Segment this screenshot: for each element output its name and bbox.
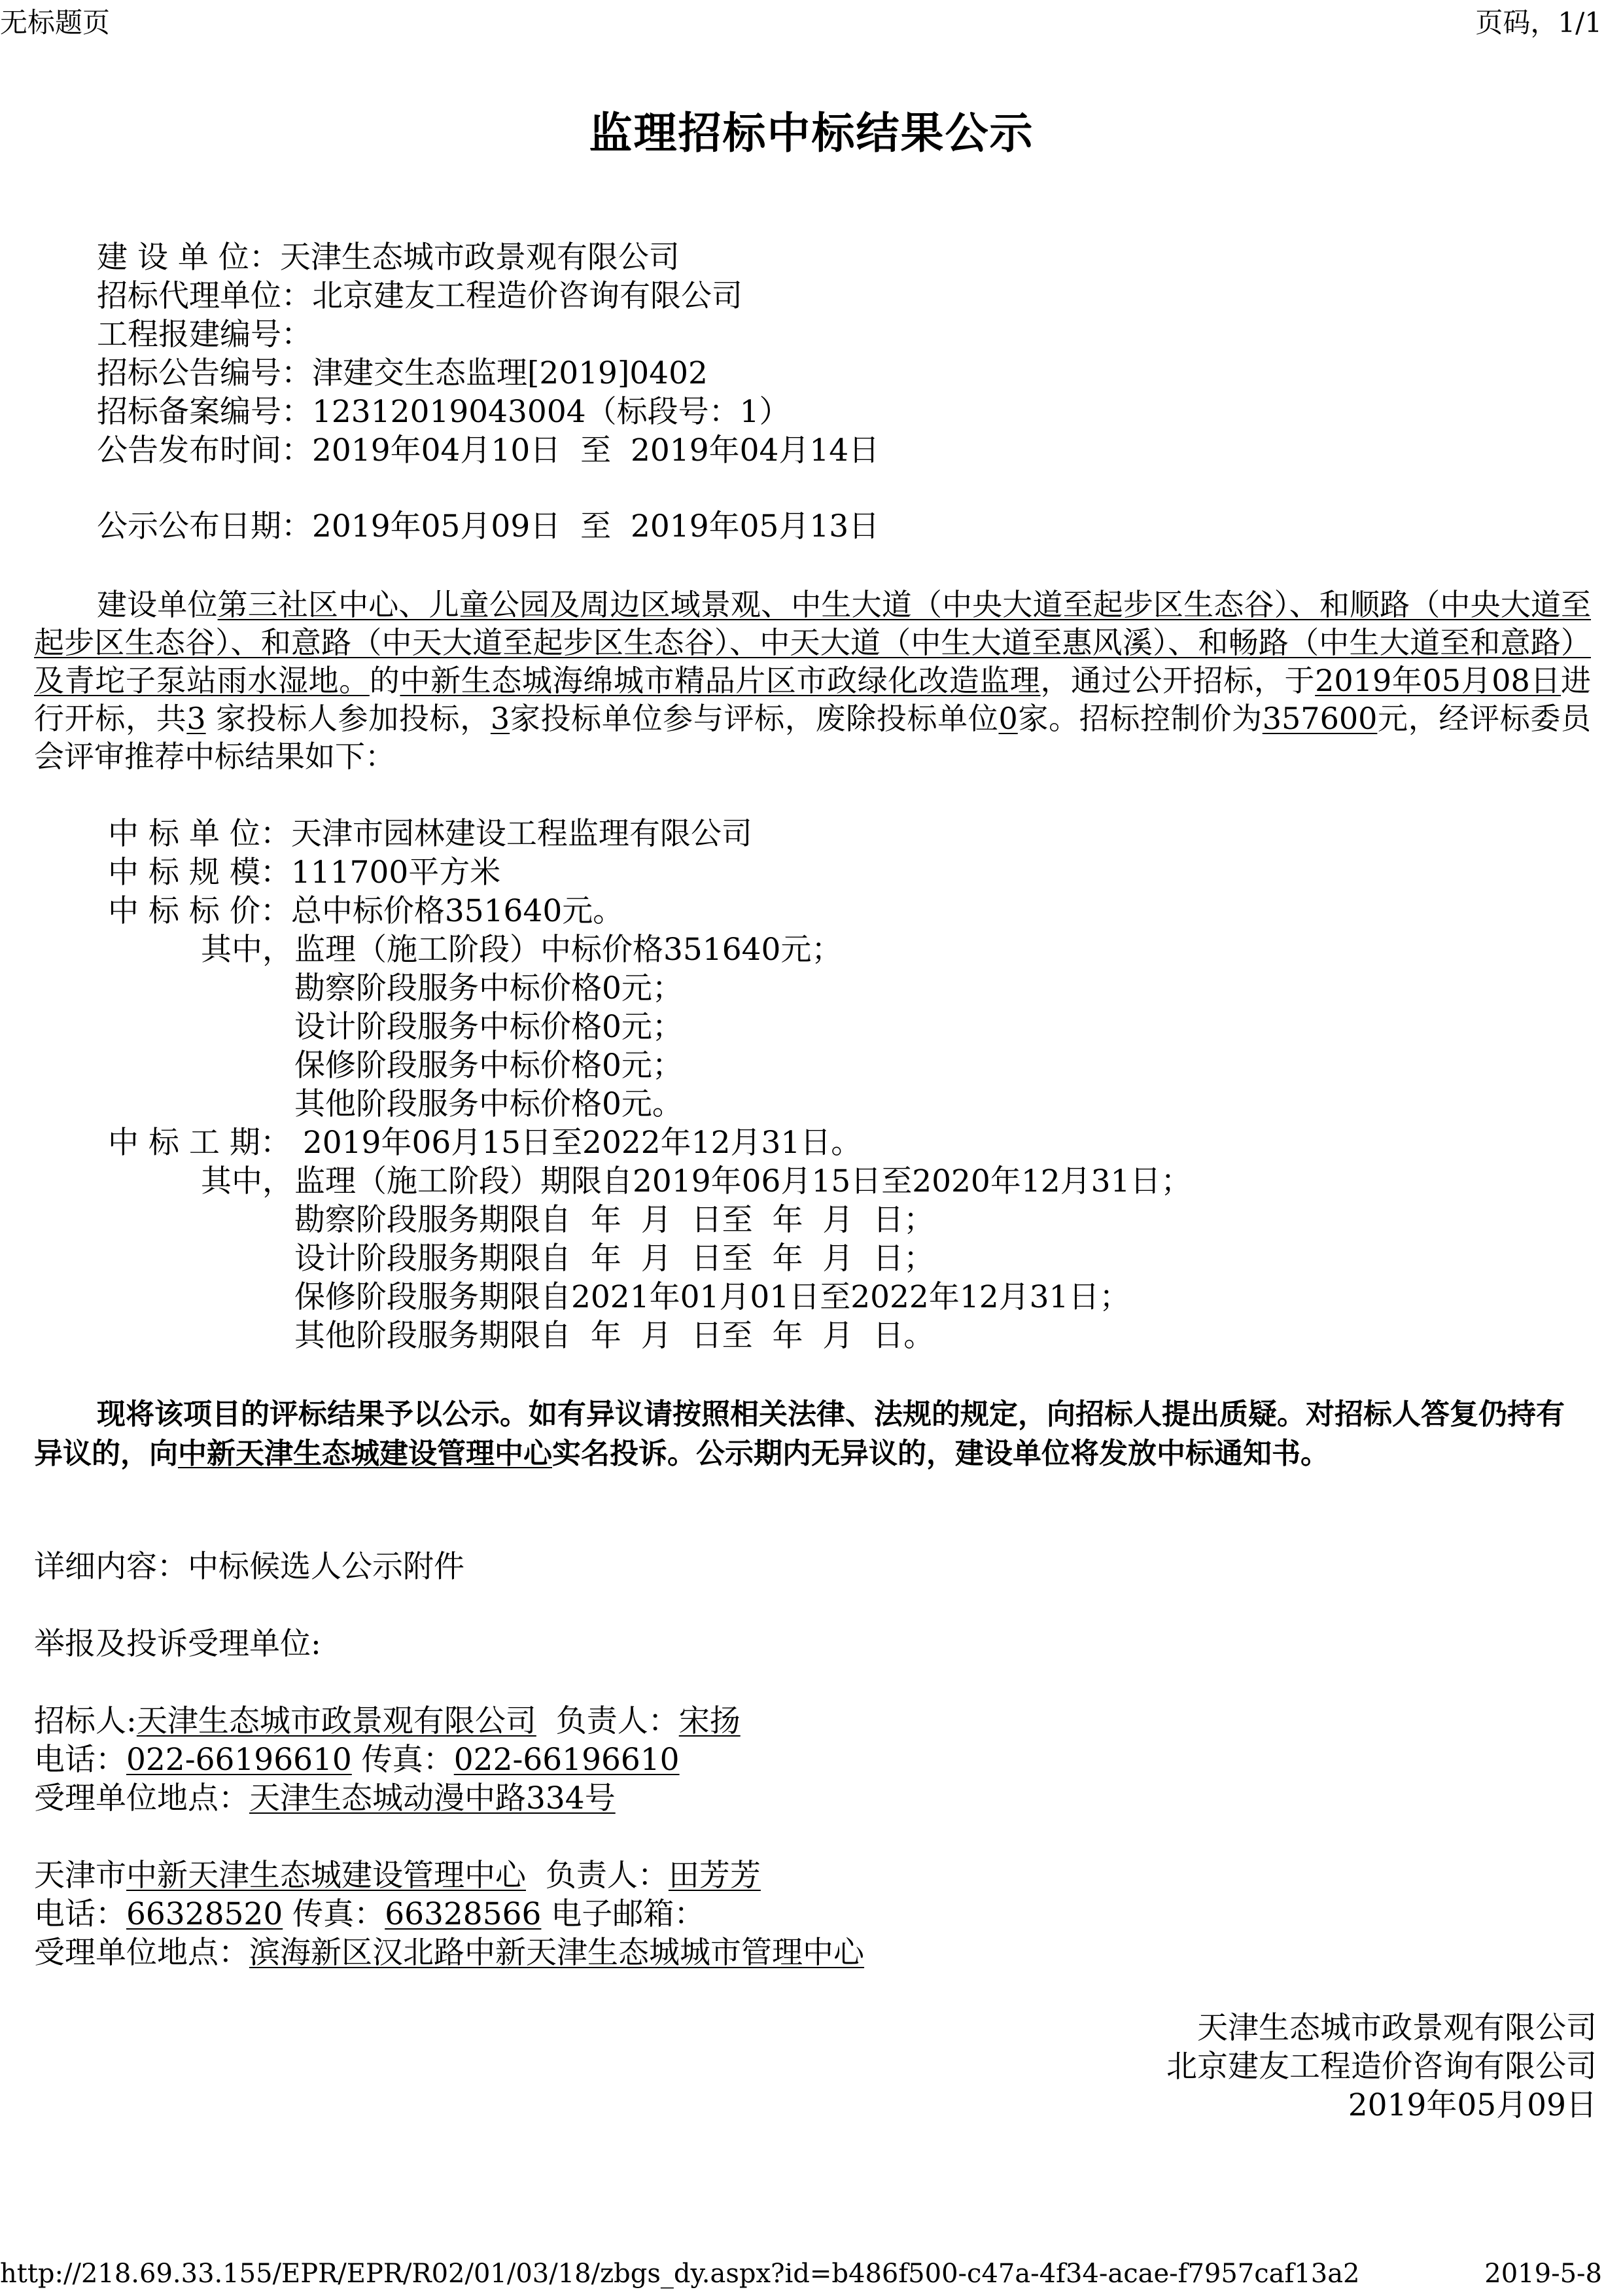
info-report-no	[97, 315, 312, 355]
p1-e: 家。招标控制价为	[1017, 701, 1263, 736]
signature-line-2: 北京建友工程造价咨询有限公司	[1166, 2049, 1597, 2085]
publicity-statement	[34, 1395, 1591, 1474]
tenderer-line	[34, 1702, 741, 1741]
result-price	[108, 892, 623, 931]
complaint-title: 举报及投诉受理单位:	[34, 1626, 321, 1662]
signature-date: 2019年05月09日	[1348, 2087, 1597, 2123]
tenderer-name: 天津生态城市政景观有限公司	[136, 1703, 536, 1739]
project-name: 中新生态城海绵城市精品片区市政绿化改造监理	[400, 663, 1041, 698]
authority-addr-line	[34, 1934, 864, 1973]
builder-label: 建 设 单 位：	[97, 239, 280, 275]
authority-fax: 66328566	[385, 1896, 542, 1932]
result-winner	[108, 815, 752, 854]
publicity-label: 公示公布日期：	[97, 508, 312, 544]
p1-c: 家投标人参加投标，	[205, 701, 491, 736]
result-scale	[108, 853, 500, 892]
price-detail-1: 勘察阶段服务中标价格0元；	[294, 970, 683, 1006]
info-notice-no	[97, 354, 708, 393]
period-label: 中 标 工 期：	[108, 1125, 291, 1161]
result-period	[108, 1123, 862, 1163]
winner-label: 中 标 单 位：	[108, 816, 291, 852]
agent-value: 北京建友工程造价咨询有限公司	[312, 278, 742, 314]
footer-url[interactable]: http://218.69.33.155/EPR/EPR/R02/01/03/18/zbgs_dy.aspx?id=b486f500-c47a-4f34-acae-f7957caf13a2	[0, 2259, 1360, 2289]
statement-b: 实名投诉。公示期内无异议的，建设单位将发放中标通知书。	[552, 1437, 1329, 1470]
control-price: 357600	[1262, 701, 1378, 736]
removed-count: 0	[998, 701, 1018, 736]
tenderer-addr: 天津生态城动漫中路334号	[249, 1780, 616, 1816]
notice-no-value: 津建交生态监理[2019]0402	[312, 355, 708, 391]
statement-a: 现将该项目的评标结果予以公示。如有异议请按照相关法律、法规的规定，向招标人提出质疑。对招标人答复仍持有异议的，向	[34, 1398, 1565, 1470]
authority-person: 田芳芳	[668, 1858, 761, 1894]
scale-value: 111700平方米	[290, 855, 501, 891]
info-builder	[97, 238, 680, 277]
notice-time-label: 公告发布时间：	[97, 433, 312, 468]
agent-label: 招标代理单位：	[97, 278, 312, 314]
tenderer-phone-line	[34, 1740, 680, 1780]
signature-line-1: 天津生态城市政景观有限公司	[1197, 2010, 1597, 2046]
authority-fax-label: 传真：	[283, 1896, 385, 1932]
authority-addr: 滨海新区汉北路中新天津生态城城市管理中心	[249, 1935, 864, 1971]
period-detail-3: 保修阶段服务期限自2021年01月01日至2022年12月31日；	[294, 1279, 1130, 1315]
bidder-count: 3	[186, 701, 206, 736]
period-value: 2019年06月15日至2022年12月31日。	[302, 1125, 862, 1161]
tenderer-addr-label: 受理单位地点：	[34, 1780, 249, 1816]
p1-b: 进行开标，共	[34, 663, 1592, 736]
document-title: 监理招标中标结果公示	[589, 108, 1034, 158]
price-detail-4: 其他阶段服务中标价格0元。	[294, 1086, 683, 1122]
tenderer-fax-label: 传真：	[351, 1742, 454, 1778]
winner-value: 天津市园林建设工程监理有限公司	[290, 816, 752, 852]
authority-addr-label: 受理单位地点：	[34, 1935, 249, 1971]
price-label: 中 标 标 价：	[108, 893, 291, 929]
detail-line: 详细内容：中标候选人公示附件	[34, 1549, 464, 1585]
period-detail-2: 设计阶段服务期限自 年 月 日至 年 月 日；	[294, 1241, 935, 1277]
evaluated-count: 3	[490, 701, 510, 736]
authority-phone-line	[34, 1895, 705, 1934]
price-detail-2: 设计阶段服务中标价格0元；	[294, 1009, 683, 1045]
price-value: 总中标价格351640元。	[290, 893, 624, 929]
tenderer-phone-label: 电话：	[34, 1742, 126, 1778]
period-detail-prefix: 其中，	[201, 1163, 293, 1199]
authority-label: 天津市	[34, 1858, 126, 1894]
period-detail-1: 勘察阶段服务期限自 年 月 日至 年 月 日；	[294, 1202, 935, 1238]
authority-person-label: 负责人：	[526, 1858, 669, 1894]
period-detail-0: 监理（施工阶段）期限自2019年06月15日至2020年12月31日；	[294, 1163, 1192, 1199]
info-record-no	[97, 393, 790, 432]
report-no-label: 工程报建编号：	[97, 317, 312, 353]
p1-prefix: 建设单位	[97, 587, 218, 622]
scale-label: 中 标 规 模：	[108, 855, 291, 891]
period-detail-4: 其他阶段服务期限自 年 月 日至 年 月 日。	[294, 1318, 935, 1354]
tenderer-phone: 022-66196610	[126, 1742, 352, 1778]
tenderer-fax: 022-66196610	[453, 1742, 680, 1778]
p1-d: 家投标单位参与评标，废除投标单位	[510, 701, 999, 736]
authority-phone-label: 电话：	[34, 1896, 126, 1932]
authority-email-label: 电子邮箱：	[541, 1896, 705, 1932]
project-scope: 第三社区中心、儿童公园及周边区域景观、中生大道（中央大道至起步区生态谷）、和顺路（中央大道至起步区生态谷）、和意路（中天大道至起步区生态谷）、中天大道（中生大道至惠风溪）、和畅路（中生大道至和意路）及青坨子泵站雨水湿地。	[34, 587, 1592, 698]
price-detail-prefix: 其中，	[201, 932, 293, 968]
price-detail-3: 保修阶段服务中标价格0元；	[294, 1048, 683, 1084]
footer-date: 2019-5-8	[1484, 2259, 1602, 2289]
info-publicity	[97, 507, 879, 546]
record-no-label: 招标备案编号：	[97, 394, 312, 430]
info-notice-time	[97, 431, 879, 470]
tender-summary-paragraph	[34, 586, 1591, 775]
authority-phone: 66328520	[126, 1896, 283, 1932]
notice-time-value: 2019年04月10日 至 2019年04月14日	[312, 433, 880, 468]
open-date: 2019年05月08日	[1315, 663, 1562, 698]
info-agent	[97, 277, 742, 316]
p1-a: ，通过公开招标，于	[1040, 663, 1316, 698]
authority-name: 中新天津生态城建设管理中心	[126, 1858, 526, 1894]
price-detail-0: 监理（施工阶段）中标价格351640元；	[294, 932, 843, 968]
notice-no-label: 招标公告编号：	[97, 355, 312, 391]
p1-mid: 的	[369, 663, 400, 698]
p1-f: 元，经评标委员会评审推荐中标结果如下：	[34, 701, 1592, 774]
record-no-value: 12312019043004（标段号：1）	[312, 394, 790, 430]
tenderer-addr-line	[34, 1779, 616, 1818]
tenderer-person-label: 负责人：	[536, 1703, 679, 1739]
authority-line	[34, 1856, 761, 1896]
page-number: 页码，1/1	[1475, 7, 1602, 39]
tenderer-person: 宋扬	[678, 1703, 741, 1739]
tenderer-label: 招标人:	[34, 1703, 137, 1739]
publicity-value: 2019年05月09日 至 2019年05月13日	[312, 508, 880, 544]
page-header-title: 无标题页	[0, 7, 111, 39]
builder-value: 天津生态城市政景观有限公司	[279, 239, 680, 275]
statement-authority: 中新天津生态城建设管理中心	[178, 1437, 552, 1470]
